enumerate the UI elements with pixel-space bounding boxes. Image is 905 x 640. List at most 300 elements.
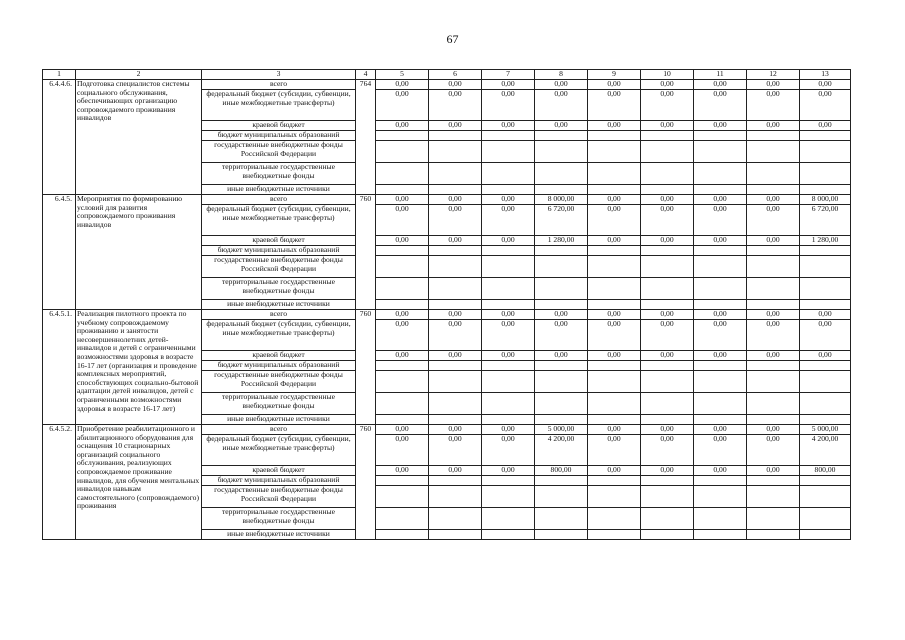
- value-cell: 0,00: [694, 205, 747, 236]
- value-cell: [588, 163, 641, 185]
- value-cell: [376, 393, 429, 415]
- value-cell: 0,00: [800, 310, 851, 320]
- value-cell: [588, 256, 641, 278]
- value-cell: 0,00: [747, 425, 800, 435]
- header-cell: 10: [641, 70, 694, 80]
- value-cell: 0,00: [535, 310, 588, 320]
- value-cell: [747, 246, 800, 256]
- value-cell: 0,00: [588, 121, 641, 131]
- value-cell: 0,00: [482, 121, 535, 131]
- funding-source: федеральный бюджет (субсидии, субвенции, иные межбюджетные трансферты): [202, 205, 356, 236]
- table-body: [43, 70, 851, 540]
- value-cell: 0,00: [747, 121, 800, 131]
- value-cell: 0,00: [429, 205, 482, 236]
- value-cell: 0,00: [641, 466, 694, 476]
- value-cell: 0,00: [641, 310, 694, 320]
- value-cell: [482, 486, 535, 508]
- value-cell: [747, 508, 800, 530]
- header-cell: 8: [535, 70, 588, 80]
- value-cell: 0,00: [694, 425, 747, 435]
- value-cell: [429, 508, 482, 530]
- value-cell: [694, 163, 747, 185]
- value-cell: [694, 246, 747, 256]
- header-cell: 2: [76, 70, 202, 80]
- value-cell: [588, 530, 641, 540]
- value-cell: [694, 131, 747, 141]
- value-cell: [429, 415, 482, 425]
- item-code: 6.4.5.: [43, 195, 76, 310]
- value-cell: 0,00: [376, 435, 429, 466]
- value-cell: [429, 361, 482, 371]
- value-cell: [376, 141, 429, 163]
- value-cell: 0,00: [482, 195, 535, 205]
- value-cell: [376, 530, 429, 540]
- value-cell: 0,00: [376, 351, 429, 361]
- value-cell: [747, 278, 800, 300]
- value-cell: [588, 508, 641, 530]
- value-cell: 0,00: [641, 195, 694, 205]
- value-cell: [429, 141, 482, 163]
- value-cell: [747, 131, 800, 141]
- value-cell: [376, 415, 429, 425]
- value-cell: 0,00: [429, 90, 482, 121]
- value-cell: [747, 393, 800, 415]
- value-cell: [800, 393, 851, 415]
- value-cell: 0,00: [747, 205, 800, 236]
- value-cell: [535, 361, 588, 371]
- value-cell: [641, 361, 694, 371]
- funding-source: государственные внебюджетные фонды Российской Федерации: [202, 371, 356, 393]
- value-cell: 4 200,00: [800, 435, 851, 466]
- value-cell: 800,00: [800, 466, 851, 476]
- value-cell: 0,00: [482, 90, 535, 121]
- value-cell: 0,00: [429, 435, 482, 466]
- value-cell: [641, 246, 694, 256]
- value-cell: [800, 361, 851, 371]
- value-cell: 0,00: [376, 121, 429, 131]
- value-cell: 0,00: [376, 425, 429, 435]
- kbk-code: 760: [356, 310, 376, 425]
- value-cell: [694, 361, 747, 371]
- value-cell: [641, 486, 694, 508]
- value-cell: [482, 278, 535, 300]
- value-cell: 0,00: [694, 236, 747, 246]
- value-cell: [429, 278, 482, 300]
- value-cell: [429, 163, 482, 185]
- value-cell: [482, 185, 535, 195]
- value-cell: [641, 131, 694, 141]
- funding-source: бюджет муниципальных образований: [202, 361, 356, 371]
- value-cell: 0,00: [747, 310, 800, 320]
- funding-source: всего: [202, 195, 356, 205]
- kbk-code: 760: [356, 195, 376, 310]
- item-code: 6.4.4.6.: [43, 80, 76, 195]
- value-cell: 0,00: [482, 205, 535, 236]
- value-cell: [482, 530, 535, 540]
- value-cell: [747, 300, 800, 310]
- value-cell: 0,00: [376, 236, 429, 246]
- value-cell: [429, 131, 482, 141]
- header-row: [43, 70, 851, 80]
- value-cell: [800, 246, 851, 256]
- header-cell: 9: [588, 70, 641, 80]
- value-cell: 8 000,00: [535, 195, 588, 205]
- value-cell: [694, 256, 747, 278]
- value-cell: 800,00: [535, 466, 588, 476]
- value-cell: [588, 131, 641, 141]
- value-cell: [482, 415, 535, 425]
- value-cell: [800, 185, 851, 195]
- table-row: [43, 195, 851, 205]
- kbk-code: 760: [356, 425, 376, 540]
- value-cell: 0,00: [641, 320, 694, 351]
- value-cell: [747, 476, 800, 486]
- value-cell: 0,00: [694, 351, 747, 361]
- value-cell: [747, 371, 800, 393]
- value-cell: [641, 393, 694, 415]
- value-cell: [747, 185, 800, 195]
- value-cell: 0,00: [482, 236, 535, 246]
- value-cell: [588, 141, 641, 163]
- value-cell: [535, 371, 588, 393]
- value-cell: [535, 530, 588, 540]
- value-cell: 0,00: [747, 435, 800, 466]
- value-cell: 0,00: [747, 236, 800, 246]
- value-cell: [535, 185, 588, 195]
- value-cell: 1 280,00: [535, 236, 588, 246]
- value-cell: [429, 256, 482, 278]
- funding-source: государственные внебюджетные фонды Российской Федерации: [202, 256, 356, 278]
- value-cell: [747, 361, 800, 371]
- value-cell: [694, 141, 747, 163]
- funding-source: краевой бюджет: [202, 236, 356, 246]
- header-cell: 5: [376, 70, 429, 80]
- value-cell: 0,00: [535, 351, 588, 361]
- value-cell: [694, 486, 747, 508]
- value-cell: [482, 361, 535, 371]
- funding-source: бюджет муниципальных образований: [202, 131, 356, 141]
- value-cell: [482, 508, 535, 530]
- table-row: [43, 310, 851, 320]
- value-cell: 0,00: [376, 205, 429, 236]
- value-cell: [641, 278, 694, 300]
- value-cell: [429, 185, 482, 195]
- value-cell: 0,00: [588, 310, 641, 320]
- value-cell: [429, 476, 482, 486]
- value-cell: [694, 508, 747, 530]
- value-cell: [800, 476, 851, 486]
- value-cell: 0,00: [641, 425, 694, 435]
- value-cell: [641, 508, 694, 530]
- funding-source: федеральный бюджет (субсидии, субвенции, иные межбюджетные трансферты): [202, 320, 356, 351]
- value-cell: [588, 300, 641, 310]
- value-cell: 0,00: [641, 435, 694, 466]
- item-code: 6.4.5.1.: [43, 310, 76, 425]
- value-cell: 0,00: [641, 351, 694, 361]
- funding-source: федеральный бюджет (субсидии, субвенции, иные межбюджетные трансферты): [202, 90, 356, 121]
- value-cell: [747, 486, 800, 508]
- value-cell: 0,00: [376, 195, 429, 205]
- value-cell: [641, 530, 694, 540]
- value-cell: [429, 486, 482, 508]
- value-cell: [641, 300, 694, 310]
- value-cell: [747, 141, 800, 163]
- value-cell: 0,00: [376, 80, 429, 90]
- value-cell: [588, 415, 641, 425]
- value-cell: 0,00: [588, 351, 641, 361]
- value-cell: 0,00: [641, 205, 694, 236]
- value-cell: 0,00: [747, 320, 800, 351]
- value-cell: [376, 300, 429, 310]
- value-cell: 0,00: [376, 466, 429, 476]
- value-cell: 0,00: [482, 320, 535, 351]
- value-cell: 0,00: [800, 90, 851, 121]
- value-cell: [535, 415, 588, 425]
- value-cell: [376, 246, 429, 256]
- value-cell: [747, 256, 800, 278]
- value-cell: 0,00: [747, 351, 800, 361]
- value-cell: [800, 278, 851, 300]
- value-cell: 0,00: [429, 236, 482, 246]
- value-cell: [482, 141, 535, 163]
- value-cell: [482, 393, 535, 415]
- value-cell: [588, 361, 641, 371]
- value-cell: 0,00: [482, 80, 535, 90]
- funding-source: иные внебюджетные источники: [202, 415, 356, 425]
- funding-source: всего: [202, 80, 356, 90]
- value-cell: [641, 371, 694, 393]
- table-row: [43, 425, 851, 435]
- value-cell: [429, 393, 482, 415]
- value-cell: [535, 141, 588, 163]
- header-cell: 6: [429, 70, 482, 80]
- header-cell: 13: [800, 70, 851, 80]
- value-cell: [641, 141, 694, 163]
- value-cell: 0,00: [482, 466, 535, 476]
- value-cell: [694, 530, 747, 540]
- value-cell: 0,00: [694, 90, 747, 121]
- value-cell: [588, 486, 641, 508]
- value-cell: 0,00: [429, 320, 482, 351]
- value-cell: 0,00: [747, 80, 800, 90]
- value-cell: 0,00: [641, 236, 694, 246]
- value-cell: 0,00: [694, 121, 747, 131]
- item-name: Приобретение реабилитационного и абилитационного оборудования для оснащения 10 стационарных организаций социального обслуживания, реализующих сопровождаемое проживание инвалидов, для обучения ментальных инвалидов навыкам самостоятельного (сопровождаемого) проживания: [76, 425, 202, 540]
- value-cell: [376, 508, 429, 530]
- funding-source: краевой бюджет: [202, 351, 356, 361]
- value-cell: [482, 246, 535, 256]
- header-cell: 3: [202, 70, 356, 80]
- value-cell: 0,00: [429, 195, 482, 205]
- value-cell: 0,00: [800, 351, 851, 361]
- header-cell: 4: [356, 70, 376, 80]
- value-cell: 0,00: [376, 310, 429, 320]
- header-cell: 1: [43, 70, 76, 80]
- value-cell: 0,00: [747, 195, 800, 205]
- value-cell: 0,00: [694, 435, 747, 466]
- value-cell: 0,00: [429, 80, 482, 90]
- funding-source: бюджет муниципальных образований: [202, 246, 356, 256]
- header-cell: 12: [747, 70, 800, 80]
- value-cell: [641, 415, 694, 425]
- value-cell: 6 720,00: [800, 205, 851, 236]
- value-cell: [376, 361, 429, 371]
- value-cell: 0,00: [694, 320, 747, 351]
- value-cell: [747, 530, 800, 540]
- value-cell: [694, 415, 747, 425]
- table-row: [43, 80, 851, 90]
- funding-source: федеральный бюджет (субсидии, субвенции, иные межбюджетные трансферты): [202, 435, 356, 466]
- value-cell: [535, 486, 588, 508]
- value-cell: 0,00: [482, 351, 535, 361]
- value-cell: [376, 185, 429, 195]
- item-name: Подготовка специалистов системы социального обслуживания, обеспечивающих организацию сопровождаемого проживания инвалидов: [76, 80, 202, 195]
- item-name: Мероприятия по формированию условий для развития сопровождаемого проживания инвалидов: [76, 195, 202, 310]
- value-cell: [588, 476, 641, 486]
- value-cell: 0,00: [694, 195, 747, 205]
- funding-source: территориальные государственные внебюджетные фонды: [202, 393, 356, 415]
- value-cell: 0,00: [482, 425, 535, 435]
- value-cell: [535, 278, 588, 300]
- value-cell: [747, 163, 800, 185]
- value-cell: [429, 371, 482, 393]
- value-cell: 0,00: [535, 121, 588, 131]
- funding-source: территориальные государственные внебюджетные фонды: [202, 163, 356, 185]
- value-cell: [694, 393, 747, 415]
- funding-source: всего: [202, 425, 356, 435]
- value-cell: [535, 246, 588, 256]
- value-cell: [800, 300, 851, 310]
- funding-source: бюджет муниципальных образований: [202, 476, 356, 486]
- value-cell: [800, 508, 851, 530]
- item-code: 6.4.5.2.: [43, 425, 76, 540]
- value-cell: 0,00: [588, 466, 641, 476]
- value-cell: [482, 300, 535, 310]
- value-cell: 0,00: [588, 435, 641, 466]
- value-cell: 5 000,00: [800, 425, 851, 435]
- value-cell: 0,00: [694, 80, 747, 90]
- value-cell: [800, 530, 851, 540]
- value-cell: 0,00: [588, 236, 641, 246]
- value-cell: [535, 163, 588, 185]
- value-cell: 0,00: [694, 310, 747, 320]
- funding-source: иные внебюджетные источники: [202, 185, 356, 195]
- value-cell: [429, 530, 482, 540]
- value-cell: [800, 163, 851, 185]
- value-cell: [588, 371, 641, 393]
- funding-source: краевой бюджет: [202, 466, 356, 476]
- value-cell: [482, 163, 535, 185]
- value-cell: [535, 256, 588, 278]
- value-cell: 0,00: [800, 320, 851, 351]
- value-cell: 1 280,00: [800, 236, 851, 246]
- value-cell: [800, 141, 851, 163]
- value-cell: [535, 393, 588, 415]
- value-cell: [482, 371, 535, 393]
- value-cell: 0,00: [588, 80, 641, 90]
- value-cell: [376, 371, 429, 393]
- value-cell: 0,00: [588, 320, 641, 351]
- value-cell: 0,00: [482, 435, 535, 466]
- value-cell: [376, 486, 429, 508]
- value-cell: 0,00: [429, 310, 482, 320]
- page-number: 67: [446, 32, 459, 46]
- value-cell: [535, 300, 588, 310]
- value-cell: 0,00: [535, 90, 588, 121]
- value-cell: [800, 131, 851, 141]
- value-cell: 0,00: [588, 195, 641, 205]
- value-cell: 0,00: [641, 121, 694, 131]
- value-cell: [376, 131, 429, 141]
- funding-source: иные внебюджетные источники: [202, 530, 356, 540]
- value-cell: [694, 300, 747, 310]
- value-cell: [535, 476, 588, 486]
- value-cell: 4 200,00: [535, 435, 588, 466]
- value-cell: [641, 256, 694, 278]
- value-cell: [376, 163, 429, 185]
- value-cell: 8 000,00: [800, 195, 851, 205]
- value-cell: 0,00: [376, 90, 429, 121]
- value-cell: 0,00: [588, 90, 641, 121]
- value-cell: [641, 476, 694, 486]
- value-cell: [694, 185, 747, 195]
- value-cell: [376, 476, 429, 486]
- funding-source: иные внебюджетные источники: [202, 300, 356, 310]
- value-cell: 5 000,00: [535, 425, 588, 435]
- value-cell: [588, 393, 641, 415]
- value-cell: [694, 278, 747, 300]
- value-cell: [482, 476, 535, 486]
- value-cell: 0,00: [429, 425, 482, 435]
- funding-table: [42, 69, 851, 540]
- value-cell: 0,00: [588, 425, 641, 435]
- value-cell: 0,00: [747, 466, 800, 476]
- value-cell: [376, 256, 429, 278]
- value-cell: [376, 278, 429, 300]
- value-cell: 0,00: [376, 320, 429, 351]
- value-cell: 0,00: [641, 90, 694, 121]
- funding-source: краевой бюджет: [202, 121, 356, 131]
- header-cell: 7: [482, 70, 535, 80]
- funding-source: государственные внебюджетные фонды Российской Федерации: [202, 486, 356, 508]
- value-cell: 0,00: [535, 80, 588, 90]
- value-cell: [641, 185, 694, 195]
- value-cell: [535, 131, 588, 141]
- funding-source: территориальные государственные внебюджетные фонды: [202, 278, 356, 300]
- value-cell: [694, 371, 747, 393]
- value-cell: [588, 185, 641, 195]
- value-cell: [747, 415, 800, 425]
- value-cell: 0,00: [747, 90, 800, 121]
- value-cell: 0,00: [641, 80, 694, 90]
- value-cell: 0,00: [429, 466, 482, 476]
- value-cell: [800, 256, 851, 278]
- value-cell: 0,00: [429, 351, 482, 361]
- value-cell: [694, 476, 747, 486]
- funding-source: территориальные государственные внебюджетные фонды: [202, 508, 356, 530]
- value-cell: 0,00: [535, 320, 588, 351]
- value-cell: [588, 278, 641, 300]
- value-cell: 0,00: [588, 205, 641, 236]
- value-cell: 0,00: [429, 121, 482, 131]
- funding-source: государственные внебюджетные фонды Российской Федерации: [202, 141, 356, 163]
- value-cell: 0,00: [482, 310, 535, 320]
- value-cell: [535, 508, 588, 530]
- value-cell: [800, 371, 851, 393]
- value-cell: 0,00: [800, 121, 851, 131]
- value-cell: 0,00: [694, 466, 747, 476]
- value-cell: 6 720,00: [535, 205, 588, 236]
